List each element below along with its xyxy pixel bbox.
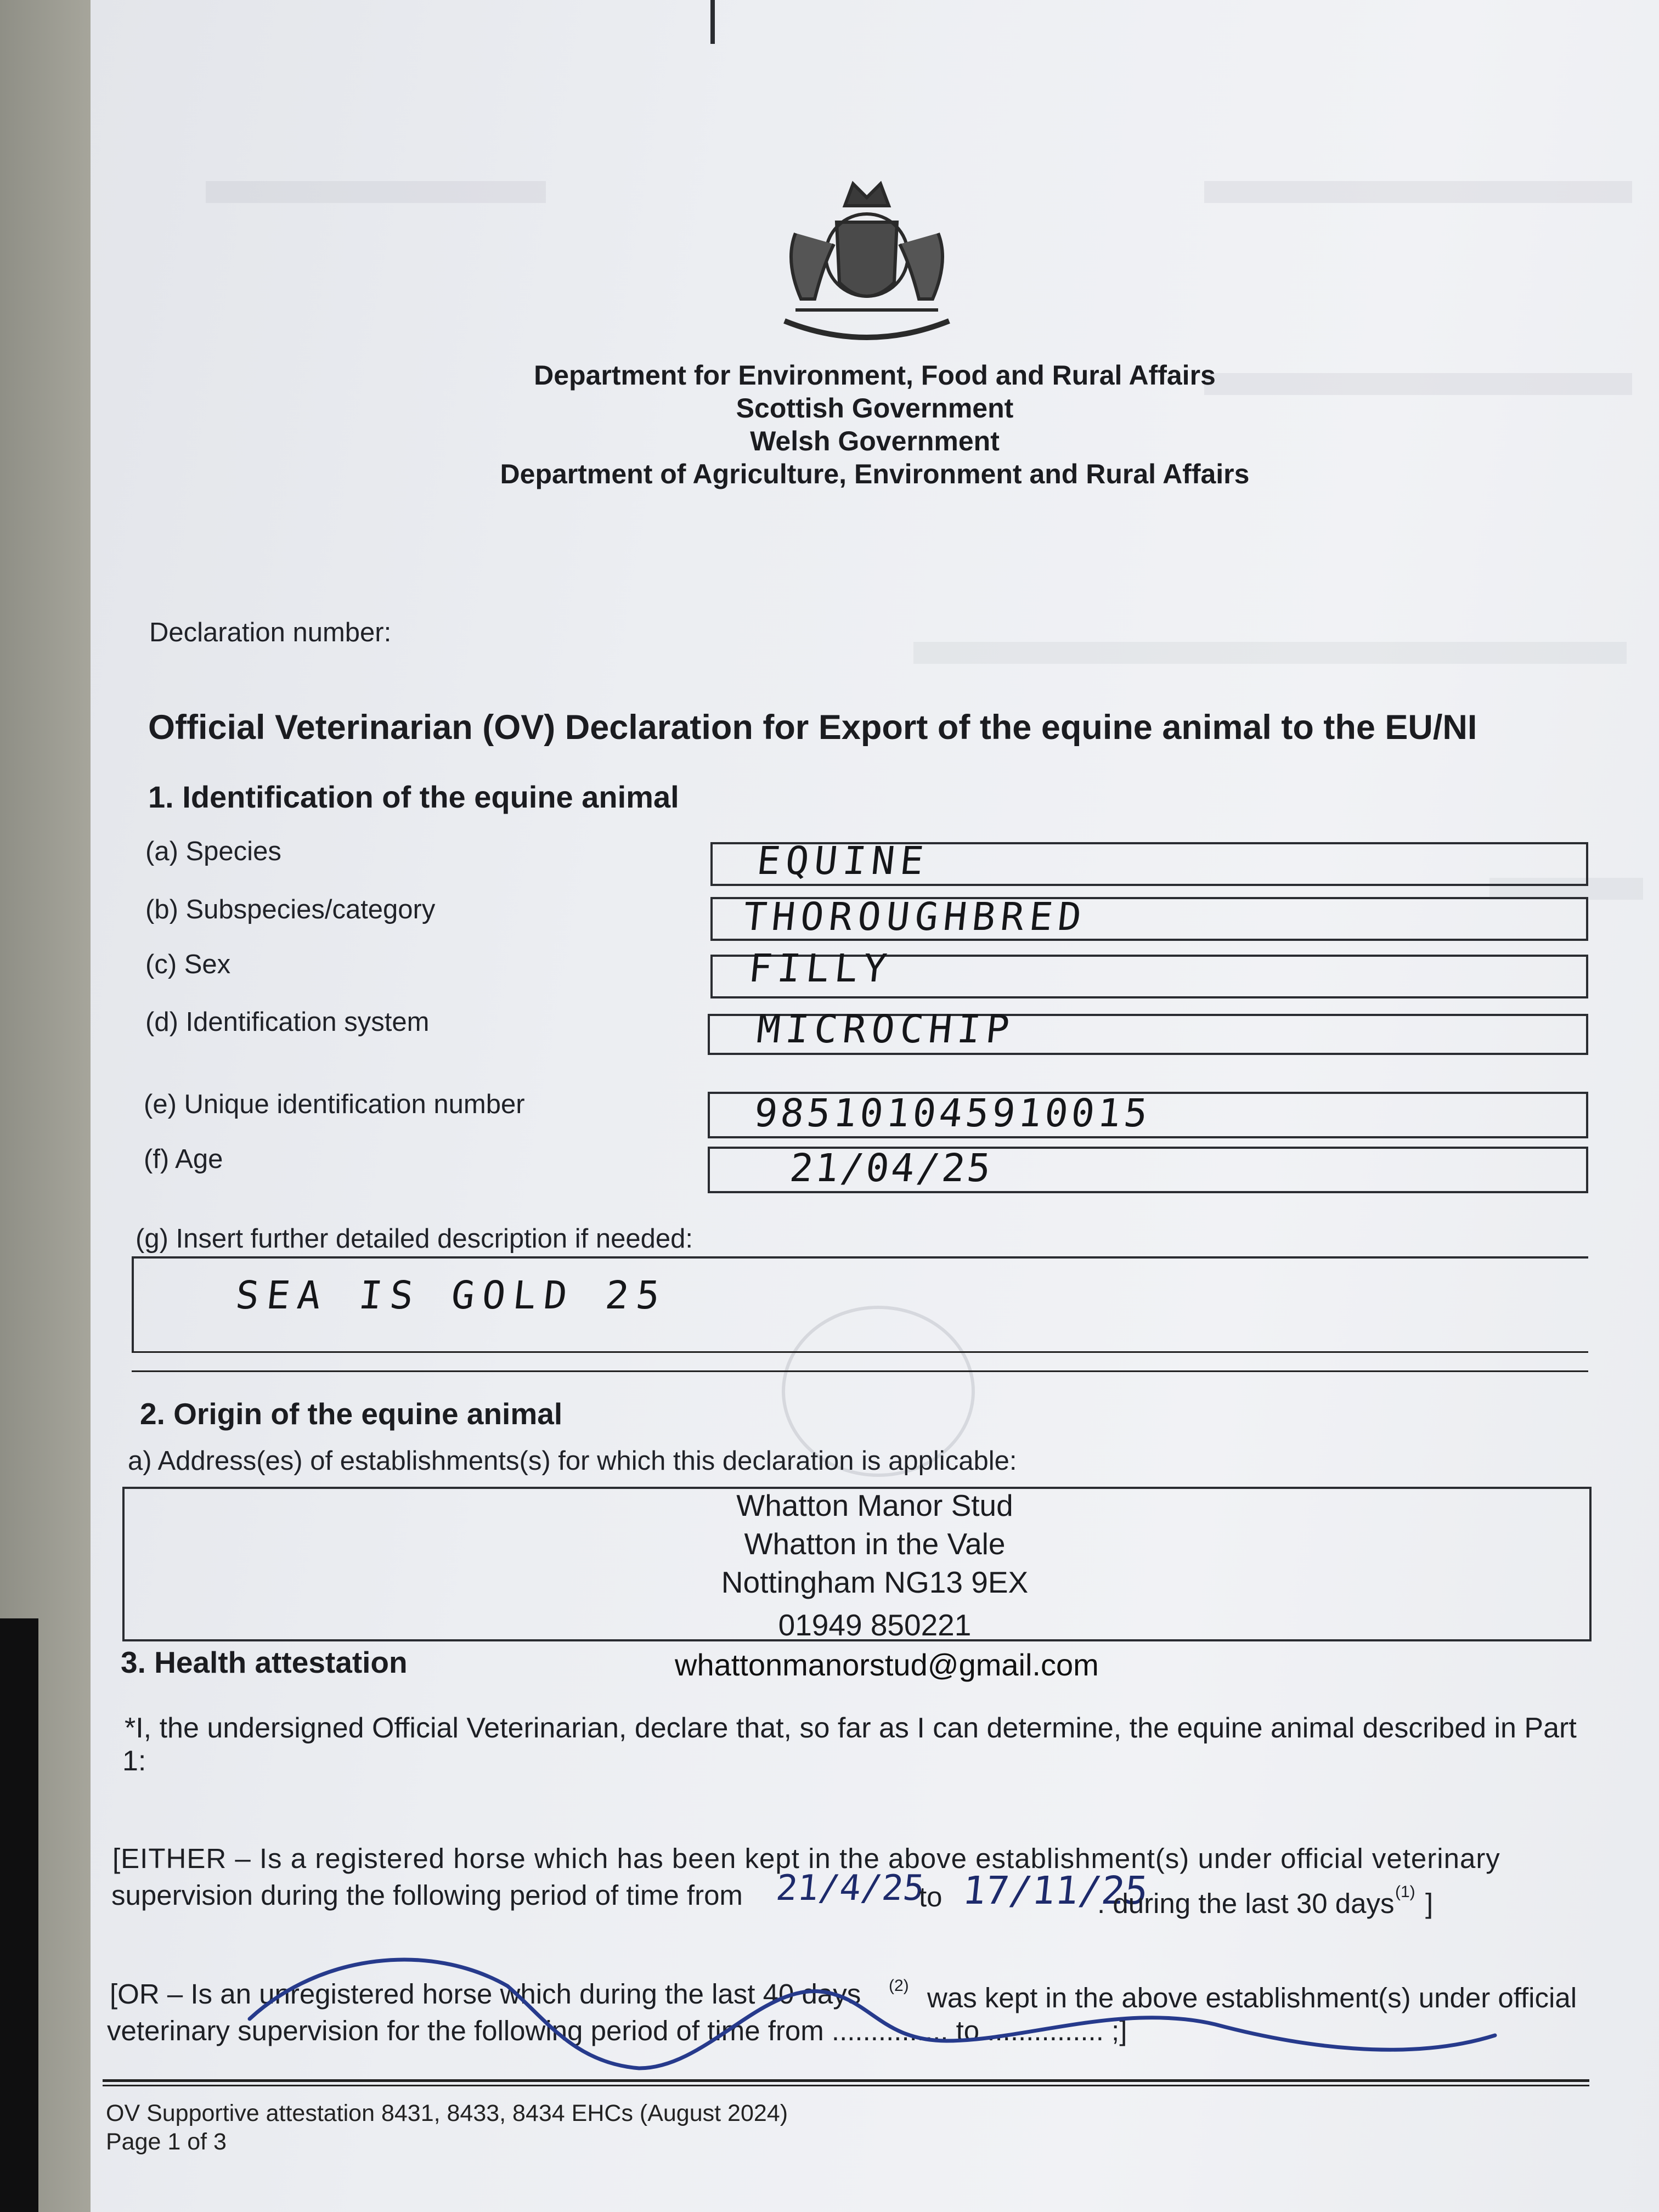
description-value: SEA IS GOLD 25 (233, 1273, 670, 1318)
field-label-uid: (e) Unique identification number (144, 1090, 525, 1119)
address-label: a) Address(es) of establishments(s) for which this declaration is applicable: (128, 1446, 1017, 1476)
royal-coat-of-arms-icon (763, 173, 971, 354)
or-line-1-start: [OR – Is an unregistered horse which during the last 40 days (110, 1978, 861, 2010)
header-dept-scottish: Scottish Government (736, 393, 1014, 424)
desk-shadow (0, 1618, 38, 2212)
address-email: whattonmanorstud@gmail.com (675, 1647, 1099, 1682)
field-value-species: EQUINE (754, 838, 932, 883)
section-divider (132, 1370, 1588, 1372)
description-label: (g) Insert further detailed description if needed: (136, 1224, 693, 1254)
field-value-age: 21/04/25 (787, 1146, 995, 1190)
attestation-intro-1: *I, the undersigned Official Veterinarian, declare that, so far as I can determine, the equine animal described in Part (125, 1712, 1577, 1744)
field-label-id-system: (d) Identification system (145, 1007, 430, 1037)
field-value-sex: FILLY (746, 946, 895, 991)
or-footnote-2: (2) (889, 1977, 909, 1995)
footer-attestation-ref: OV Supportive attestation 8431, 8433, 8434 EHCs (August 2024) (106, 2100, 788, 2126)
or-line-1-end: was kept in the above establishment(s) under official (927, 1982, 1577, 2013)
field-label-species: (a) Species (145, 837, 281, 866)
field-value-id-system: MICROCHIP (754, 1007, 1017, 1052)
field-value-subspecies: THOROUGHBRED (741, 894, 1090, 939)
document-page (91, 0, 1659, 2212)
or-line-2: veterinary supervision for the following period of time from ............... to ............... ;] (107, 2015, 1127, 2046)
section2-heading: 2. Origin of the equine animal (140, 1397, 563, 1431)
section3-heading: 3. Health attestation (121, 1645, 408, 1679)
either-line-1: [EITHER – Is a registered horse which has been kept in the above establishment(s) under official veterinary (112, 1843, 1500, 1874)
address-line-3: Nottingham NG13 9EX (721, 1565, 1029, 1599)
document-title: Official Veterinarian (OV) Declaration for Export of the equine animal to the EU/NI (148, 708, 1477, 747)
either-to-word: to (919, 1881, 943, 1912)
section1-heading: 1. Identification of the equine animal (148, 780, 679, 814)
footer-page-number: Page 1 of 3 (106, 2129, 227, 2155)
address-line-2: Whatton in the Vale (744, 1527, 1006, 1561)
field-label-age: (f) Age (144, 1144, 223, 1174)
header-dept-defra: Department for Environment, Food and Rural Affairs (534, 360, 1216, 391)
either-close-bracket: ] (1425, 1888, 1434, 1919)
field-box-sex-spacer (710, 0, 715, 44)
either-from-date: 21/4/25 (774, 1868, 927, 1909)
either-to-date: 17/11/25 (960, 1868, 1150, 1913)
field-value-uid: 985101045910015 (752, 1091, 1153, 1136)
header-dept-daera: Department of Agriculture, Environment and Rural Affairs (500, 459, 1250, 489)
field-label-sex: (c) Sex (145, 950, 231, 979)
declaration-number-label: Declaration number: (149, 618, 392, 647)
description-box-bottom (132, 1351, 1588, 1353)
either-footnote-1: (1) (1395, 1883, 1415, 1901)
footer-rule-2 (103, 2085, 1589, 2086)
address-line-1: Whatton Manor Stud (736, 1488, 1013, 1522)
either-line-2-start: supervision during the following period of time from (111, 1880, 743, 1911)
either-line-2-end: . during the last 30 days (1097, 1888, 1395, 1919)
attestation-intro-2: 1: (122, 1745, 146, 1777)
address-phone: 01949 850221 (778, 1608, 972, 1642)
field-label-subspecies: (b) Subspecies/category (145, 895, 436, 924)
footer-rule (103, 2079, 1589, 2082)
header-dept-welsh: Welsh Government (750, 426, 1000, 456)
